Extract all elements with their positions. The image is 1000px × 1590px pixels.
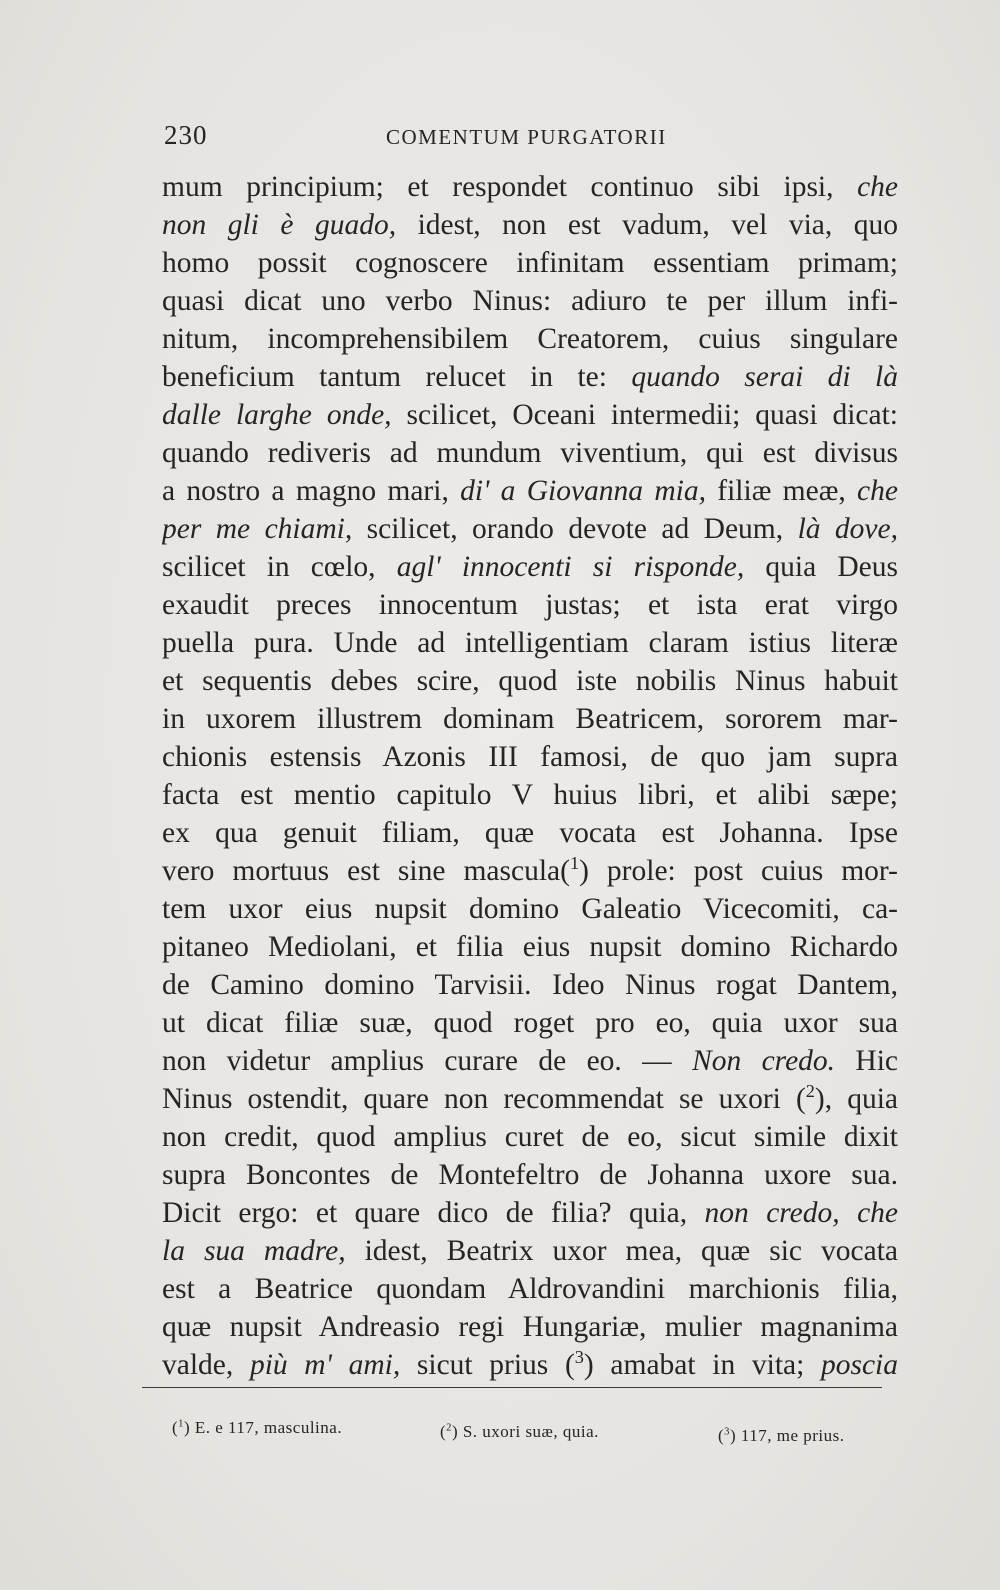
text-segment: non videtur amplius curare de eo. —	[162, 1045, 693, 1077]
italic-text: la sua madre,	[162, 1235, 346, 1267]
italic-text: quando serai di là	[631, 361, 898, 393]
text-line	[162, 1156, 898, 1194]
text-segment: scilicet in cœlo,	[162, 551, 397, 583]
text-line	[162, 1042, 898, 1080]
text-line	[162, 282, 898, 320]
text-line	[162, 244, 898, 282]
text-segment: ) amabat in vita;	[583, 1349, 821, 1381]
text-segment: quasi dicat uno verbo Ninus: adiuro te per illum infi-	[162, 285, 898, 317]
text-line	[162, 434, 898, 472]
text-segment: valde,	[162, 1349, 250, 1381]
footnote-text: ) 117, me prius.	[729, 1426, 845, 1445]
italic-text: poscia	[820, 1349, 898, 1381]
italic-text: che	[857, 475, 898, 507]
text-segment: facta est mentio capitulo V huius libri, et alibi sæpe;	[162, 779, 898, 811]
footnote-mark: 2	[446, 1422, 452, 1434]
footnote-rule	[142, 1387, 882, 1388]
text-segment: idest, non est vadum, vel via, quo	[396, 209, 898, 241]
text-line	[162, 206, 898, 244]
text-line	[162, 472, 898, 510]
text-segment: in uxorem illustrem dominam Beatricem, sororem mar-	[162, 703, 898, 735]
text-segment: ) prole: post cuius mor-	[579, 855, 898, 887]
running-head: COMENTUM PURGATORII	[386, 125, 667, 149]
text-segment: chionis estensis Azonis III famosi, de quo jam supra	[162, 741, 898, 773]
text-line	[162, 320, 898, 358]
text-segment: scilicet, orando devote ad Deum,	[352, 513, 798, 545]
text-segment: ex qua genuit filiam, quæ vocata est Johanna. Ipse	[162, 817, 898, 849]
italic-text: che	[857, 171, 898, 203]
italic-text: dalle larghe onde,	[162, 399, 392, 431]
text-segment: mum principium; et respondet continuo sibi ipsi,	[162, 171, 858, 203]
text-segment: Ninus ostendit, quare non recommendat se uxori (	[162, 1083, 806, 1115]
text-segment: Hic	[835, 1045, 898, 1077]
page-number: 230	[164, 120, 208, 150]
text-line	[162, 1194, 898, 1232]
italic-text: per me chiami,	[162, 513, 353, 545]
text-line	[162, 168, 898, 206]
text-line	[162, 396, 898, 434]
text-segment: puella pura. Unde ad intelligentiam claram istius literæ	[162, 627, 898, 659]
footnote-text: ) E. e 117, masculina.	[183, 1418, 343, 1437]
text-segment: nitum, incomprehensibilem Creatorem, cuius singulare	[162, 323, 898, 355]
italic-text: agl' innocenti si risponde,	[396, 551, 745, 583]
text-segment: vero mortuus est sine mascula(	[162, 855, 570, 887]
text-line	[162, 548, 898, 586]
text-line	[162, 700, 898, 738]
body-text	[162, 168, 898, 1384]
text-segment: beneficium tantum relucet in te:	[162, 361, 632, 393]
text-segment: ), quia	[814, 1083, 898, 1115]
text-line	[162, 1118, 898, 1156]
text-line	[162, 1270, 898, 1308]
text-line	[162, 966, 898, 1004]
footnote: ($^1$) E. e 117, masculina.	[172, 1418, 343, 1437]
text-line	[162, 814, 898, 852]
footnote-reference: 2	[805, 1081, 815, 1102]
text-segment: pitaneo Mediolani, et filia eius nupsit domino Richardo	[162, 931, 898, 963]
footnotes	[172, 1418, 882, 1448]
text-segment: est a Beatrice quondam Aldrovandini marchionis filia,	[162, 1273, 898, 1305]
text-segment: et sequentis debes scire, quod iste nobilis Ninus habuit	[162, 665, 898, 697]
text-segment: quia Deus	[744, 551, 898, 583]
text-segment: homo possit cognoscere infinitam essentiam primam;	[162, 247, 898, 279]
italic-text: là dove,	[797, 513, 898, 545]
text-line	[162, 1232, 898, 1270]
footnote: ($^2$) S. uxori suæ, quia.	[440, 1422, 599, 1441]
text-line	[162, 890, 898, 928]
text-segment: sicut prius (	[400, 1349, 575, 1381]
text-segment: quando rediveris ad mundum viventium, qui est divisus	[162, 437, 898, 469]
text-segment: quæ nupsit Andreasio regi Hungariæ, mulier magnanima	[162, 1311, 898, 1343]
text-segment: idest, Beatrix uxor mea, quæ sic vocata	[345, 1235, 898, 1267]
text-line	[162, 662, 898, 700]
italic-text: non gli è guado,	[162, 209, 397, 241]
text-line	[162, 1346, 898, 1384]
text-line	[162, 358, 898, 396]
text-segment: exaudit preces innocentum justas; et ista erat virgo	[162, 589, 898, 621]
page-header	[164, 120, 904, 160]
text-line	[162, 776, 898, 814]
footnote: ($^3$) 117, me prius.	[718, 1426, 845, 1445]
footnote-reference: 3	[574, 1347, 584, 1368]
text-line	[162, 1080, 898, 1118]
text-line	[162, 1308, 898, 1346]
footnote-reference: 1	[569, 853, 580, 874]
italic-text: Non credo.	[692, 1045, 836, 1077]
text-segment: a nostro a magno mari,	[162, 475, 461, 507]
text-line	[162, 1004, 898, 1042]
footnote-mark: 1	[178, 1418, 184, 1430]
text-segment: filiæ meæ,	[705, 475, 858, 507]
text-segment: supra Boncontes de Montefeltro de Johanna uxore sua.	[162, 1159, 898, 1191]
text-line	[162, 624, 898, 662]
text-segment: de Camino domino Tarvisii. Ideo Ninus rogat Dantem,	[162, 969, 898, 1001]
italic-text: non credo, che	[704, 1197, 898, 1229]
text-line	[162, 852, 898, 890]
text-segment: non credit, quod amplius curet de eo, sicut simile dixit	[162, 1121, 898, 1153]
italic-text: più m' ami,	[249, 1349, 401, 1381]
text-line	[162, 738, 898, 776]
text-line	[162, 928, 898, 966]
text-segment: tem uxor eius nupsit domino Galeatio Vicecomiti, ca-	[162, 893, 898, 925]
text-line	[162, 586, 898, 624]
text-segment: ut dicat filiæ suæ, quod roget pro eo, quia uxor sua	[162, 1007, 898, 1039]
italic-text: di' a Giovanna mia,	[460, 475, 706, 507]
footnote-text: ) S. uxori suæ, quia.	[451, 1422, 599, 1441]
text-segment: Dicit ergo: et quare dico de filia? quia,	[162, 1197, 705, 1229]
footnote-mark: 3	[724, 1426, 730, 1438]
text-segment: scilicet, Oceani intermedii; quasi dicat:	[391, 399, 898, 431]
text-line	[162, 510, 898, 548]
